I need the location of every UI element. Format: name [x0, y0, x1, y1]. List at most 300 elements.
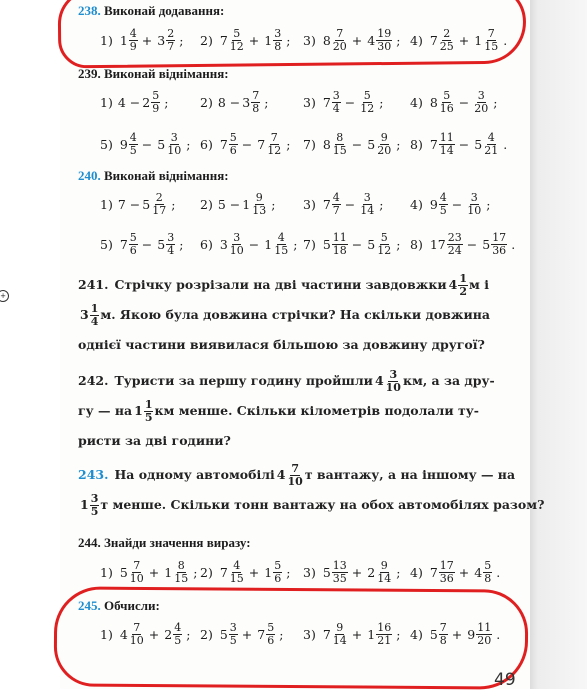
operator: ;	[396, 32, 401, 48]
whole-part: 5	[157, 236, 166, 252]
exercise-number: 242.	[78, 373, 109, 388]
whole-part: 7	[429, 136, 438, 152]
operator: +	[248, 32, 260, 48]
item-label: 2)	[200, 94, 213, 110]
operator: +	[248, 564, 260, 580]
fraction	[90, 303, 100, 328]
numerator: 8	[177, 558, 185, 572]
page-number: 49	[494, 670, 516, 690]
whole-part: 7	[119, 236, 128, 252]
whole-part: 5	[322, 236, 331, 252]
operator: ;	[379, 196, 384, 212]
operator: −	[458, 136, 470, 152]
whole-part: 4	[367, 32, 376, 48]
fraction	[129, 232, 138, 257]
fraction	[359, 192, 375, 217]
fraction	[229, 560, 245, 585]
denominator: 21	[484, 143, 499, 157]
text-fragment: однієї частини виявилася більшою за довжину другої?	[78, 337, 485, 352]
item-label: 5)	[100, 136, 113, 152]
denominator: 9	[152, 101, 160, 115]
exercise-239-header	[78, 66, 523, 82]
item-label: 7)	[303, 236, 316, 252]
operator: ;	[271, 196, 276, 212]
fraction	[491, 232, 507, 257]
denominator: 13	[252, 203, 267, 217]
whole-part: 2	[367, 564, 376, 580]
text-fragment: 4 −	[117, 94, 141, 110]
denominator: 6	[229, 143, 237, 157]
numerator: 16	[377, 620, 392, 634]
whole-part: 5	[157, 136, 166, 152]
denominator: 5	[90, 504, 99, 518]
whole-part: 3	[219, 236, 228, 252]
expression-item	[303, 224, 403, 264]
whole-part: 1	[242, 196, 251, 212]
text-fragment: км менше. Скільки кілометрів подолали ту-	[154, 403, 479, 418]
denominator: 6	[129, 243, 137, 257]
denominator: 20	[477, 633, 492, 647]
denominator: 30	[377, 39, 392, 53]
text-line	[78, 366, 520, 396]
operator: +	[351, 626, 363, 642]
item-label: 3)	[303, 196, 316, 212]
text-fragment: м. Якою була довжина стрічки? На скільки довжина	[100, 307, 490, 322]
item-label: 1)	[100, 564, 113, 580]
numerator: 3	[229, 620, 237, 634]
denominator: 8	[252, 101, 260, 115]
expression-item	[200, 124, 293, 164]
operator: ;	[186, 626, 191, 642]
expression-item	[100, 124, 193, 164]
numerator: 2	[443, 26, 451, 40]
text-fragment: ристи за дві години?	[78, 433, 231, 448]
operator: ;	[396, 626, 401, 642]
exercise-number: 244.	[78, 535, 101, 550]
exercise-number: 241.	[78, 277, 109, 292]
item-label: 4)	[410, 196, 423, 212]
numerator: 4	[277, 230, 285, 244]
item-label: 1)	[100, 626, 113, 642]
operator: ;	[171, 196, 176, 212]
whole-part: 5	[119, 564, 128, 580]
item-label: 8)	[410, 136, 423, 152]
denominator: 12	[267, 143, 282, 157]
exercise-number: 239.	[78, 66, 101, 81]
denominator: 5	[229, 633, 237, 647]
denominator: 5	[439, 203, 447, 217]
denominator: 5	[129, 143, 137, 157]
fraction	[129, 560, 145, 585]
whole-part: 5	[142, 196, 151, 212]
numerator: 5	[152, 88, 160, 102]
denominator: 25	[439, 39, 454, 53]
denominator: 10	[467, 203, 482, 217]
whole-part: 7	[219, 564, 228, 580]
exercise-241	[78, 270, 520, 360]
denominator: 10	[167, 143, 182, 157]
denominator: 15	[174, 571, 189, 585]
denominator: 8	[274, 39, 282, 53]
denominator: 12	[360, 101, 375, 115]
operator: −	[351, 136, 363, 152]
expression-item	[303, 124, 403, 164]
numerator: 11	[439, 130, 454, 144]
numerator: 3	[274, 26, 282, 40]
fraction	[473, 90, 489, 115]
text-line	[78, 490, 545, 520]
fraction	[332, 90, 341, 115]
operator: −	[141, 136, 153, 152]
denominator: 4	[332, 101, 340, 115]
operator: ;	[164, 94, 169, 110]
numerator: 5	[484, 558, 492, 572]
fraction	[376, 132, 392, 157]
operator: ;	[186, 136, 191, 152]
operator: ;	[193, 564, 198, 580]
text-fragment: 7 −	[117, 196, 141, 212]
operator: +	[141, 32, 153, 48]
whole-part: 5	[219, 626, 228, 642]
denominator: 15	[274, 243, 289, 257]
expression-item	[200, 82, 271, 122]
text-fragment: т менше. Скільки тонн вантажу на обох автомобілях разом?	[100, 497, 545, 512]
operator: +	[451, 626, 463, 642]
denominator: 7	[332, 203, 340, 217]
denominator: 35	[332, 571, 347, 585]
whole-part: 5	[429, 626, 438, 642]
red-highlight-ellipse-245	[54, 586, 529, 689]
expression-item	[410, 552, 503, 592]
numerator: 8	[336, 130, 344, 144]
numerator: 3	[389, 367, 398, 381]
exercise-number: 243.	[78, 467, 109, 482]
fraction	[483, 560, 492, 585]
denominator: 16	[439, 101, 454, 115]
fraction	[466, 192, 482, 217]
numerator: 13	[332, 558, 347, 572]
item-label: 4)	[410, 32, 423, 48]
numerator: 9	[255, 190, 263, 204]
operator: +	[458, 32, 470, 48]
operator: +	[351, 564, 363, 580]
operator: ;	[493, 94, 498, 110]
numerator: 4	[233, 558, 241, 572]
whole-part: 7	[322, 626, 331, 642]
fraction	[439, 90, 455, 115]
numerator: 2	[155, 190, 163, 204]
denominator: 8	[484, 571, 492, 585]
fraction	[229, 132, 238, 157]
fraction	[447, 232, 463, 257]
whole-part: 7	[219, 136, 228, 152]
item-label: 5)	[100, 236, 113, 252]
numerator: 9	[336, 620, 344, 634]
numerator: 5	[380, 230, 388, 244]
text-fragment: На одному автомобілі	[114, 467, 275, 482]
denominator: 10	[229, 243, 244, 257]
exercise-242	[78, 366, 520, 456]
numerator: 3	[363, 190, 371, 204]
fraction	[332, 560, 348, 585]
denominator: 14	[360, 203, 375, 217]
whole-part: 2	[142, 94, 151, 110]
text-fragment: гу — на	[78, 403, 133, 418]
numerator: 7	[252, 88, 260, 102]
operator: ;	[179, 236, 184, 252]
operator: ;	[379, 94, 384, 110]
numerator: 7	[487, 26, 495, 40]
numerator: 2	[167, 26, 175, 40]
whole-part: 8	[322, 136, 331, 152]
numerator: 7	[439, 620, 447, 634]
numerator: 7	[133, 620, 141, 634]
denominator: 12	[377, 243, 392, 257]
numerator: 4	[129, 130, 137, 144]
item-label: 4)	[410, 564, 423, 580]
denominator: 10	[287, 474, 303, 488]
numerator: 3	[470, 190, 478, 204]
operator: .	[503, 136, 508, 152]
denominator: 14	[332, 633, 347, 647]
fraction	[332, 232, 348, 257]
whole-part: 5	[322, 564, 331, 580]
numerator: 3	[90, 491, 99, 505]
text-line	[78, 270, 520, 300]
expression-item	[100, 224, 186, 264]
numerator: 19	[377, 26, 392, 40]
fraction	[90, 493, 100, 518]
item-label: 2)	[200, 196, 213, 212]
numerator: 4	[174, 620, 182, 634]
operator: .	[503, 32, 508, 48]
operator: −	[466, 236, 478, 252]
numerator: 4	[332, 190, 340, 204]
operator: ;	[286, 564, 291, 580]
expression-item	[200, 184, 278, 224]
denominator: 21	[377, 633, 392, 647]
item-label: 1)	[100, 196, 113, 212]
whole-part: 1	[474, 32, 483, 48]
denominator: 36	[439, 571, 454, 585]
whole-part: 1	[134, 403, 143, 418]
operator: ;	[486, 196, 491, 212]
text-fragment: м і	[468, 277, 489, 292]
numerator: 5	[229, 130, 237, 144]
item-label: 6)	[200, 136, 213, 152]
whole-part: 17	[429, 236, 446, 252]
item-label: 8)	[410, 236, 423, 252]
item-label: 2)	[200, 32, 213, 48]
denominator: 36	[492, 243, 507, 257]
fraction	[173, 560, 189, 585]
fraction	[166, 132, 182, 157]
numerator: 5	[443, 88, 451, 102]
operator: ;	[179, 32, 184, 48]
operator: +	[351, 32, 363, 48]
item-label: 2)	[200, 564, 213, 580]
text-fragment: Туристи за першу годину пройшли	[114, 373, 373, 388]
numerator: 7	[291, 461, 299, 475]
whole-part: 1	[164, 564, 173, 580]
whole-part: 7	[429, 32, 438, 48]
fraction	[332, 132, 348, 157]
whole-part: 4	[276, 467, 286, 482]
numerator: 1	[144, 397, 153, 411]
denominator: 6	[274, 571, 282, 585]
item-label: 3)	[303, 626, 316, 642]
whole-part: 3	[242, 94, 251, 110]
whole-part: 4	[374, 373, 384, 388]
exercise-title: Обчисли:	[104, 598, 160, 613]
item-label: 7)	[303, 136, 316, 152]
fraction	[251, 90, 260, 115]
whole-part: 7	[322, 94, 331, 110]
fraction	[287, 463, 304, 488]
numerator: 23	[447, 230, 462, 244]
expression-item	[100, 82, 171, 122]
denominator: 15	[229, 571, 244, 585]
text-fragment: 8 −	[217, 94, 241, 110]
whole-part: 5	[482, 236, 491, 252]
operator: −	[241, 136, 253, 152]
numerator: 4	[487, 130, 495, 144]
operator: −	[141, 236, 153, 252]
operator: −	[344, 196, 356, 212]
margin-circle-icon: +	[0, 290, 9, 302]
operator: +	[458, 564, 470, 580]
text-line	[78, 300, 520, 330]
whole-part: 1	[264, 564, 273, 580]
fraction	[151, 192, 167, 217]
numerator: 4	[439, 190, 447, 204]
text-fragment: 5 −	[217, 196, 241, 212]
denominator: 6	[267, 633, 275, 647]
numerator: 11	[332, 230, 347, 244]
numerator: 9	[380, 558, 388, 572]
operator: +	[148, 564, 160, 580]
item-label: 1)	[100, 94, 113, 110]
whole-part: 3	[80, 307, 89, 322]
operator: ;	[286, 32, 291, 48]
denominator: 10	[129, 633, 144, 647]
text-line	[78, 426, 520, 456]
fraction	[151, 90, 160, 115]
text-line	[78, 330, 520, 360]
expression-item	[303, 552, 403, 592]
numerator: 3	[332, 88, 340, 102]
exercise-title: Знайди значення виразу:	[104, 535, 251, 550]
denominator: 5	[174, 633, 182, 647]
expression-item	[410, 82, 501, 122]
numerator: 9	[380, 130, 388, 144]
expression-item	[410, 184, 494, 224]
whole-part: 7	[257, 136, 266, 152]
fraction	[439, 560, 455, 585]
fraction	[273, 232, 289, 257]
whole-part: 3	[157, 32, 166, 48]
whole-part: 7	[429, 564, 438, 580]
numerator: 11	[477, 620, 492, 634]
text-line	[78, 396, 520, 426]
operator: −	[344, 94, 356, 110]
whole-part: 5	[474, 136, 483, 152]
page-edge-shadow	[530, 0, 587, 689]
denominator: 10	[129, 571, 144, 585]
numerator: 7	[133, 558, 141, 572]
item-label: 4)	[410, 94, 423, 110]
exercise-240-header	[78, 168, 523, 184]
denominator: 2	[459, 284, 467, 298]
numerator: 5	[267, 620, 275, 634]
denominator: 20	[332, 39, 347, 53]
text-fragment: Стрічку розрізали на дві частини завдовжки	[114, 277, 447, 292]
whole-part: 1	[264, 32, 273, 48]
whole-part: 5	[367, 236, 376, 252]
whole-part: 9	[467, 626, 476, 642]
item-label: 3)	[303, 32, 316, 48]
whole-part: 7	[219, 32, 228, 48]
text-line	[78, 460, 520, 490]
denominator: 8	[439, 633, 447, 647]
numerator: 3	[477, 88, 485, 102]
fraction	[166, 232, 175, 257]
item-label: 3)	[303, 94, 316, 110]
text-fragment: км, а за дру-	[402, 373, 495, 388]
whole-part: 7	[322, 196, 331, 212]
fraction	[251, 192, 267, 217]
denominator: 10	[385, 380, 401, 394]
denominator: 7	[167, 39, 175, 53]
denominator: 14	[439, 143, 454, 157]
whole-part: 1	[119, 32, 128, 48]
operator: +	[148, 626, 160, 642]
denominator: 4	[167, 243, 175, 257]
item-label: 2)	[200, 626, 213, 642]
denominator: 15	[332, 143, 347, 157]
fraction	[332, 192, 341, 217]
denominator: 4	[90, 314, 99, 328]
numerator: 1	[459, 271, 467, 285]
fraction	[273, 560, 282, 585]
operator: ;	[396, 564, 401, 580]
exercise-title: Виконай віднімання:	[104, 66, 229, 81]
numerator: 3	[233, 230, 241, 244]
exercise-number: 240.	[78, 168, 101, 183]
operator: .	[511, 236, 516, 252]
numerator: 17	[439, 558, 454, 572]
numerator: 5	[129, 230, 137, 244]
numerator: 7	[336, 26, 344, 40]
operator: ;	[396, 136, 401, 152]
text-fragment: т вантажу, а на іншому — на	[304, 467, 516, 482]
denominator: 20	[377, 143, 392, 157]
fraction	[229, 232, 245, 257]
denominator: 15	[484, 39, 499, 53]
exercise-title: Виконай віднімання:	[104, 168, 229, 183]
exercise-243	[78, 460, 545, 520]
fraction	[458, 273, 468, 298]
whole-part: 7	[257, 626, 266, 642]
fraction	[385, 369, 402, 394]
expression-item	[303, 82, 387, 122]
fraction	[144, 399, 154, 424]
numerator: 5	[363, 88, 371, 102]
red-highlight-ellipse-238	[58, 0, 527, 68]
item-label: 1)	[100, 32, 113, 48]
expression-item	[410, 224, 518, 264]
item-label: 4)	[410, 626, 423, 642]
